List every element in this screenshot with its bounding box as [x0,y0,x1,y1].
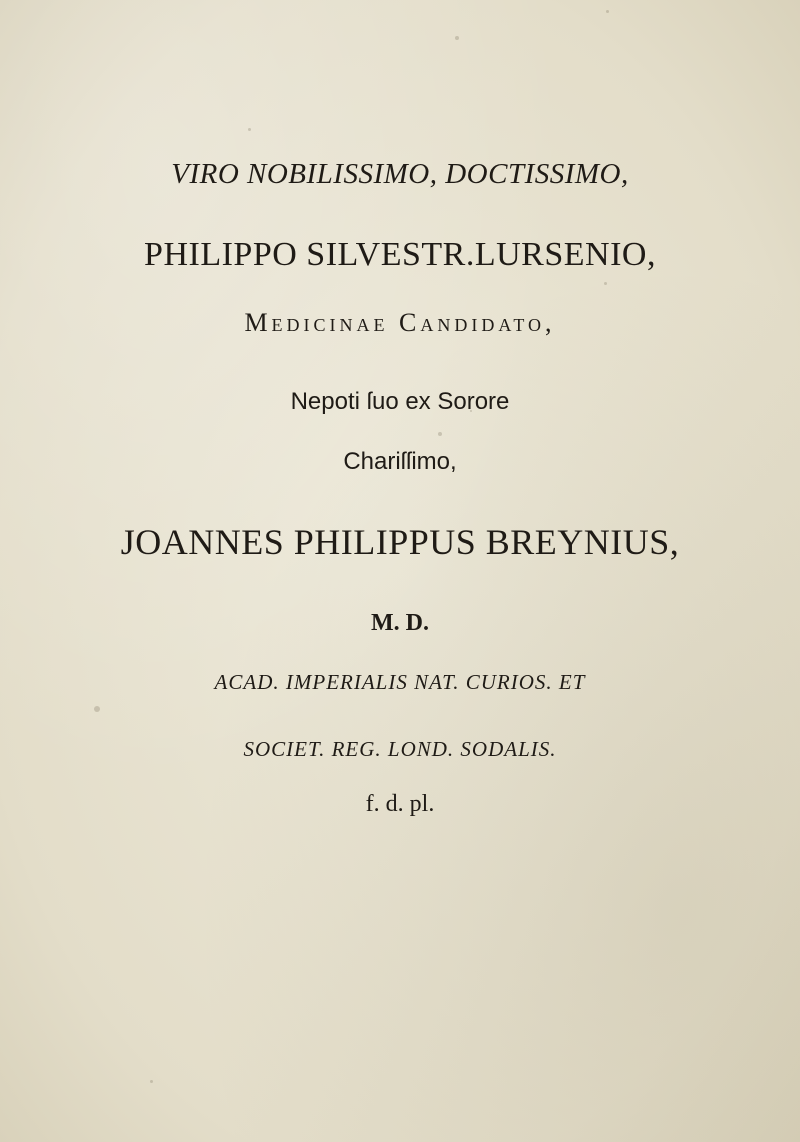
paper-speck [606,10,609,13]
dedication-line-2: PHILIPPO SILVESTR.LURSENIO, [144,236,656,273]
paper-speck [438,432,442,436]
dedication-line-5: Chariſſimo, [343,448,457,475]
paper-speck [604,282,607,285]
paper-speck [455,36,459,40]
paper-speck [150,1080,153,1083]
paper-speck [248,128,251,131]
dedication-line-10: f. d. pl. [365,791,435,817]
paper-speck [94,706,100,712]
dedication-line-1: VIRO NOBILISSIMO, DOCTISSIMO, [171,158,629,190]
dedication-line-3: Medicinae Candidato, [244,308,556,337]
dedication-line-9: SOCIET. REG. LOND. SODALIS. [243,737,557,761]
dedication-line-6: JOANNES PHILIPPUS BREYNIUS, [120,522,680,562]
dedication-line-7: M. D. [371,610,429,636]
dedication-line-8: ACAD. IMPERIALIS NAT. CURIOS. ET [214,670,586,694]
dedication-line-4: Nepoti ſuo ex Sorore [290,388,510,415]
